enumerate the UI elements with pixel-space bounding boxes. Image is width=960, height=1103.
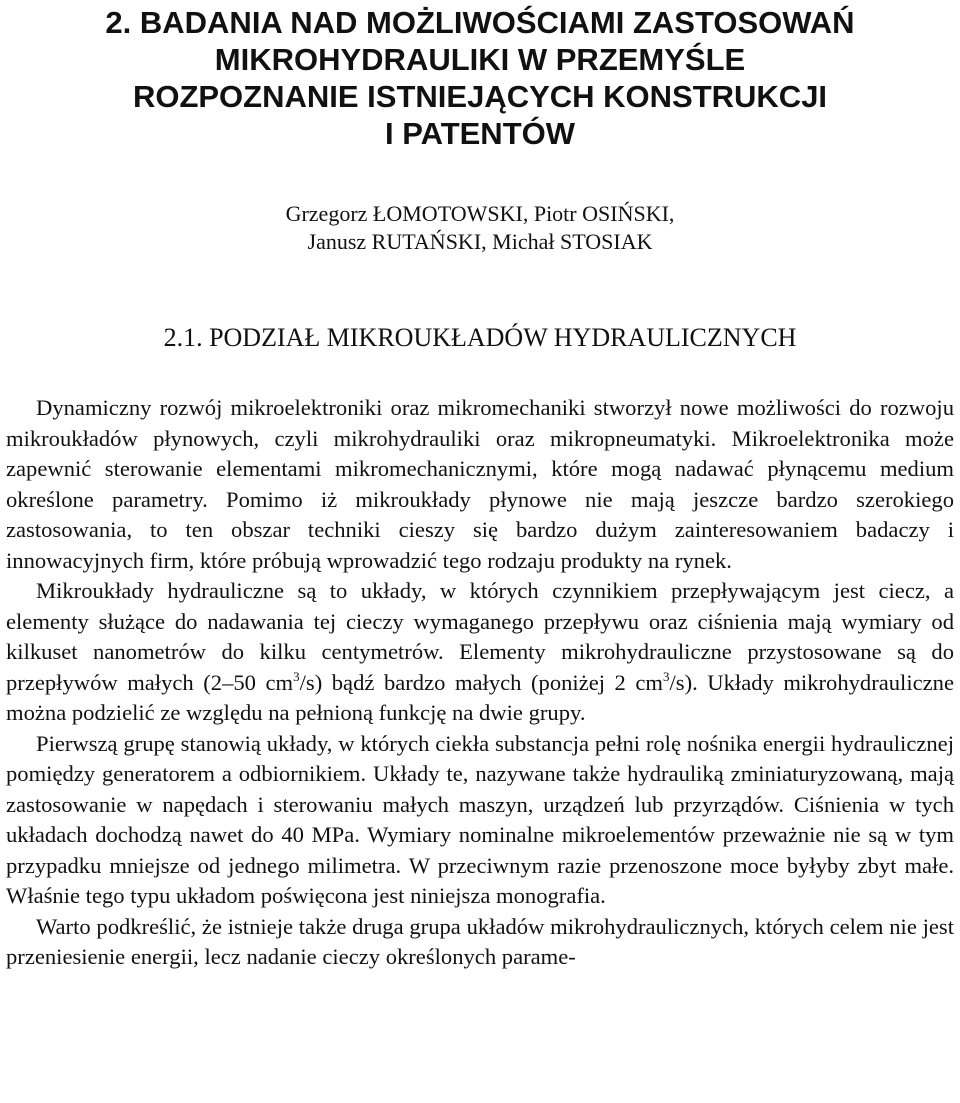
paragraph (6, 576, 954, 729)
authors-line: Janusz RUTAŃSKI, Michał STOSIAK (307, 229, 653, 254)
chapter-title-line: 2. BADANIA NAD MOŻLIWOŚCIAMI ZASTOSOWAŃ (105, 5, 855, 40)
paragraph-text: Mikroukłady hydrauliczne są to układy, w których czynnikiem przepływającym jest ciecz, a elementy służące do nadawania tej cieczy wymaganego przepływu oraz ciśnienia mają wymiary od kilkuset nanometrów do kilku centymetrów. Elementy mikrohydrauliczne przystosowane są do przepływów małych (2–50 cm (6, 578, 954, 695)
authors-line: Grzegorz ŁOMOTOWSKI, Piotr OSIŃSKI, (285, 201, 675, 226)
paragraph-text: /s). Układy mikrohydrauliczne można podzielić ze względu na pełnioną funkcję na dwie grupy. (6, 669, 954, 725)
section-title: 2.1. PODZIAŁ MIKROUKŁADÓW HYDRAULICZNYCH (163, 323, 797, 352)
chapter-title-line: ROZPOZNANIE ISTNIEJĄCYCH KONSTRUKCJI (132, 79, 828, 114)
chapter-title-line: I PATENTÓW (385, 116, 575, 151)
authors (0, 200, 960, 256)
chapter-title-line: MIKROHYDRAULIKI W PRZEMYŚLE (214, 42, 746, 77)
paragraph: Pierwszą grupę stanowią układy, w których ciekła substancja pełni rolę nośnika energii hydraulicznej pomiędzy generatorem a odbiornikiem. Układy te, nazywane także hydrauliką zminiaturyzowaną, mają zastosowanie w napędach i sterowaniu małych maszyn, urządzeń lub przyrządów. Ciśnienia w tych układach dochodzą nawet do 40 MPa. Wymiary nominalne mikroelementów przeważnie nie są w tym przypadku mniejsze od jednego milimetra. W przeciwnym razie przenoszone moce byłyby zbyt małe. Właśnie tego typu układom poświęcona jest niniejsza monografia. (6, 730, 954, 908)
chapter-title (0, 4, 960, 152)
superscript: 3 (663, 668, 670, 684)
paragraph: Dynamiczny rozwój mikroelektroniki oraz mikromechaniki stworzył nowe możliwości do rozwoju mikroukładów płynowych, czyli mikrohydrauliki oraz mikropneumatyki. Mikroelektronika może zapewnić sterowanie elementami mikromechanicznymi, które mogą nadawać płynącemu medium określone parametry. Pomimo iż mikroukłady płynowe nie mają jeszcze bardzo szerokiego zastosowania, to ten obszar techniki cieszy się bardzo dużym zainteresowaniem badaczy i innowacyjnych firm, które próbują wprowadzić tego rodzaju produkty na rynek. (6, 395, 954, 573)
paragraph: Warto podkreślić, że istnieje także druga grupa układów mikrohydraulicznych, których celem nie jest przeniesienie energii, lecz nadanie cieczy określonych parame- (6, 913, 954, 969)
paragraph-text: /s) bądź bardzo małych (poniżej 2 cm (299, 669, 664, 695)
body-text (6, 393, 954, 973)
superscript: 3 (293, 668, 300, 684)
